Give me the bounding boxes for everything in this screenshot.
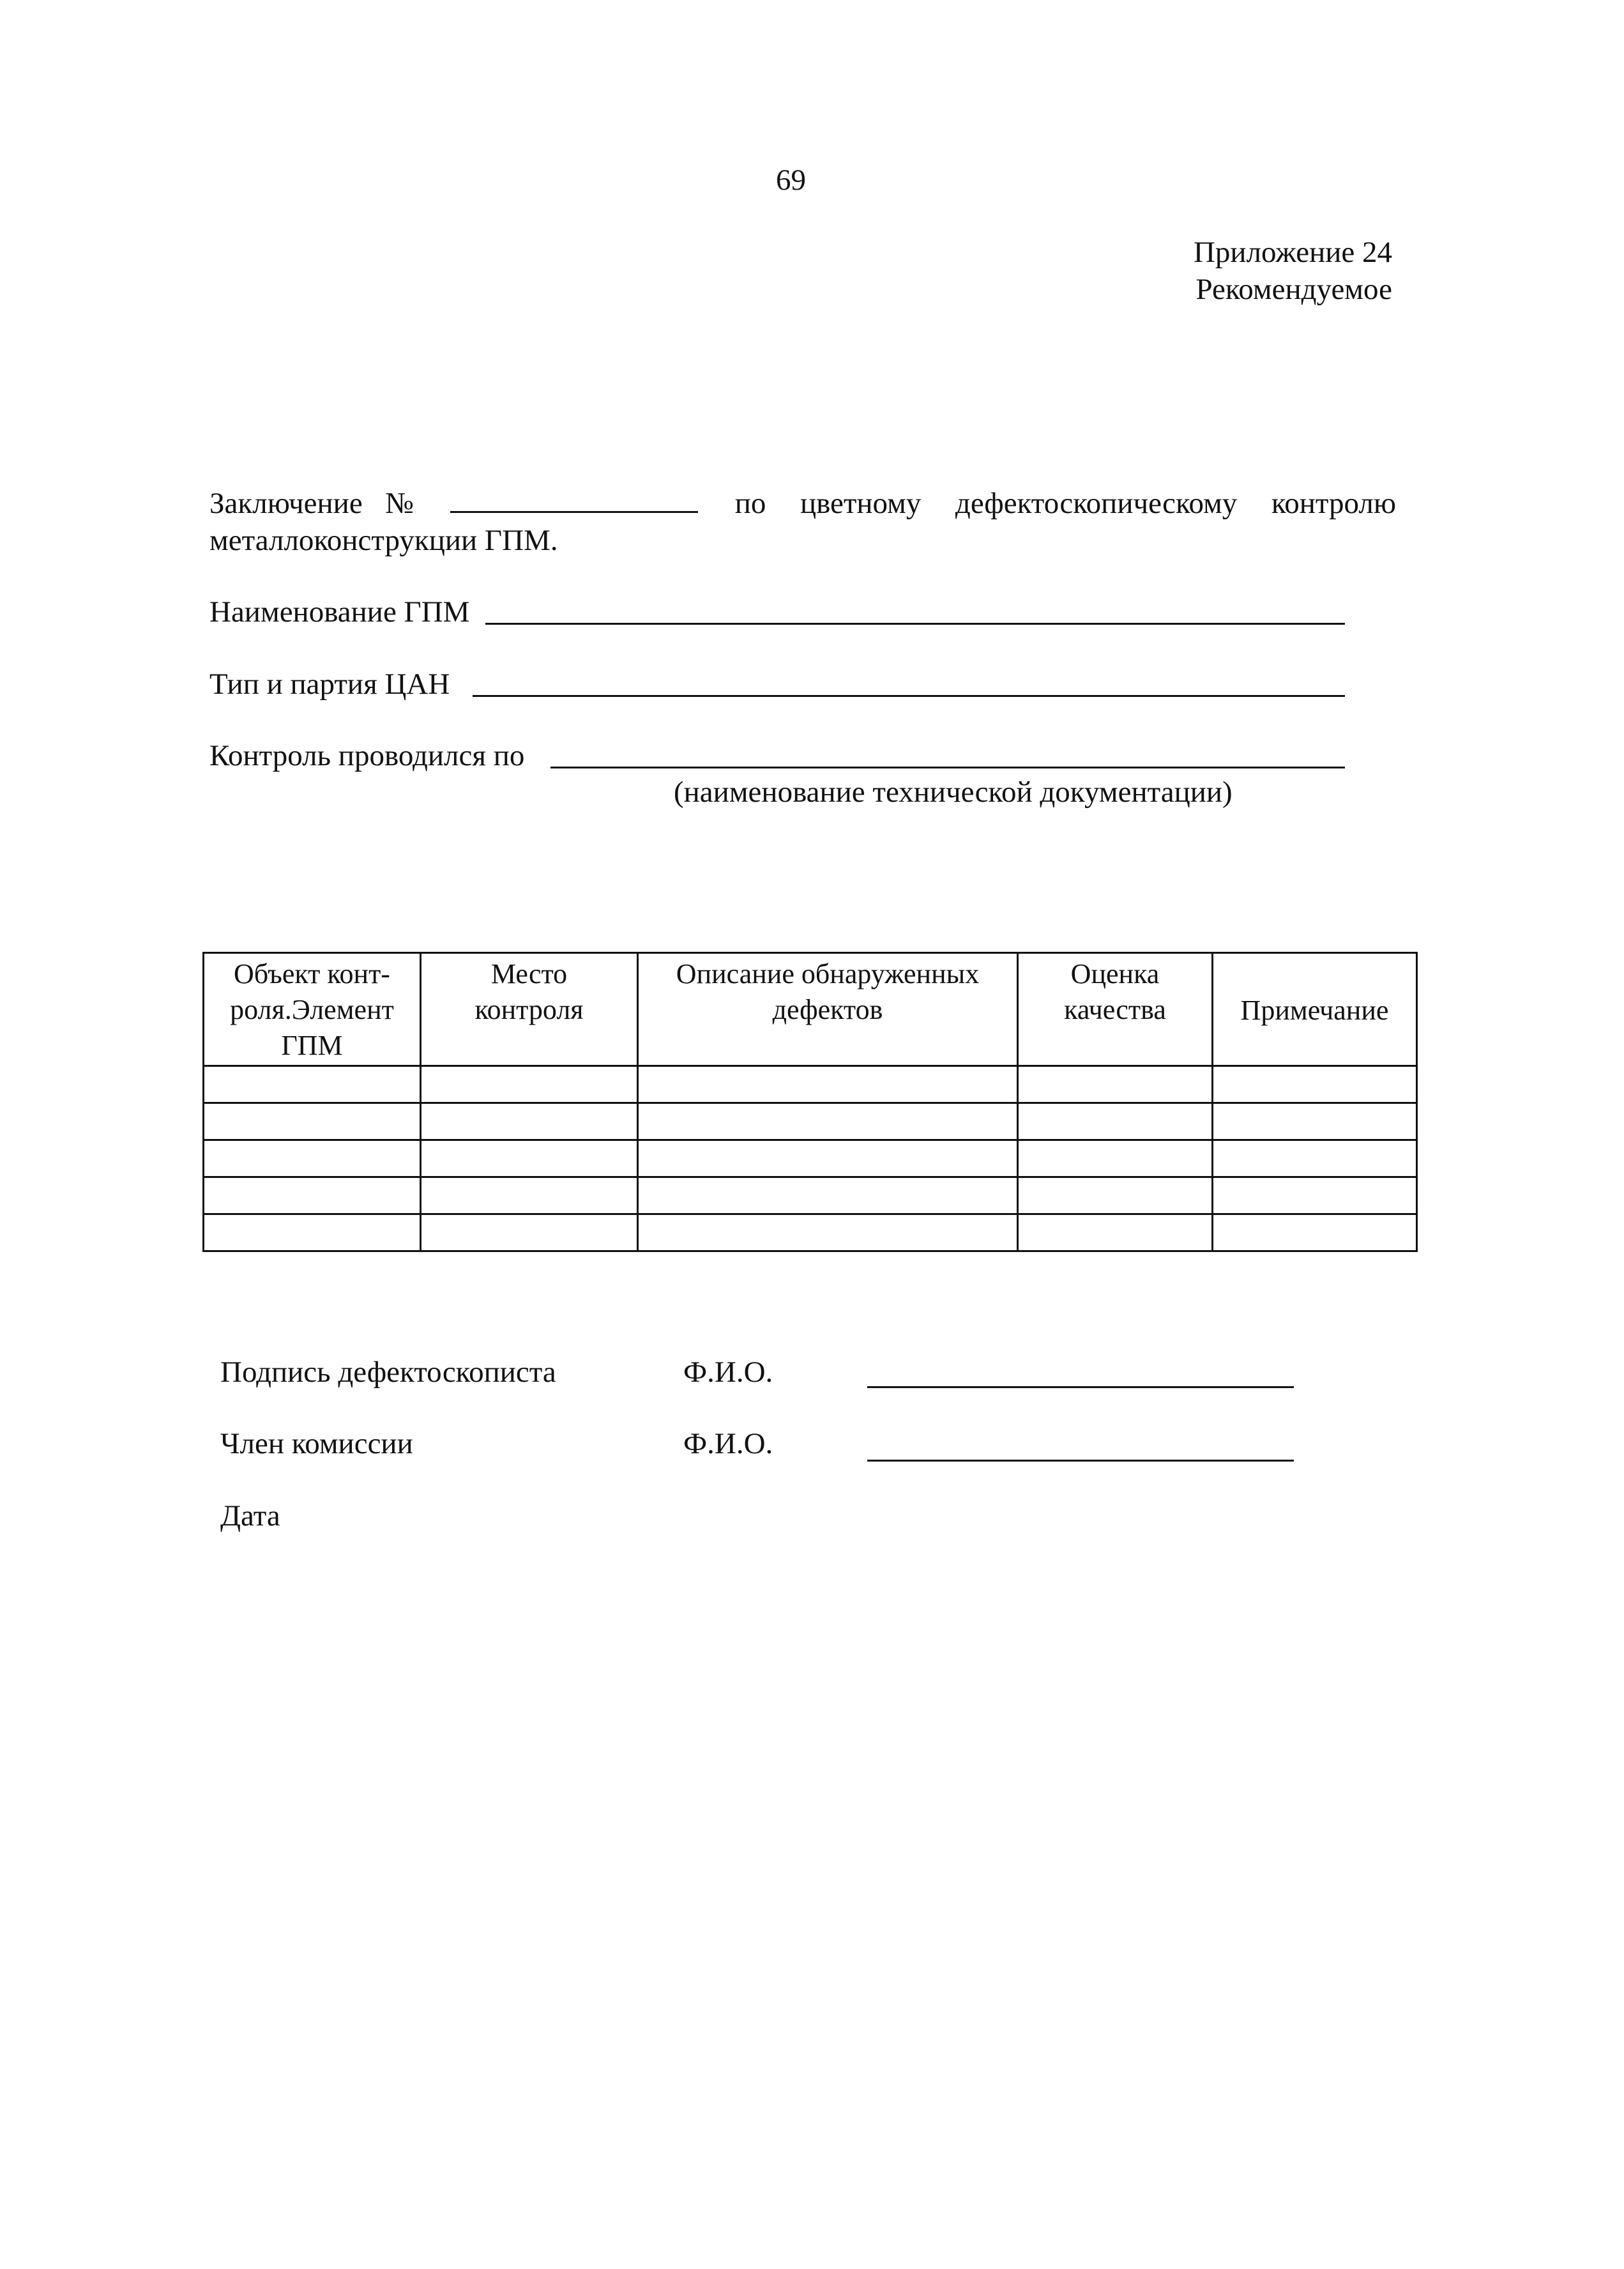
header-description-line-1: Описание обнаруженных: [676, 958, 980, 989]
table-cell[interactable]: [1018, 1214, 1213, 1251]
number-sign: №: [384, 487, 414, 520]
header-object-line-3: ГПМ: [281, 1030, 343, 1061]
word-color: цветному: [800, 487, 922, 520]
word-control: контролю: [1271, 487, 1396, 520]
table-row: [204, 1103, 1417, 1140]
date-label: Дата: [220, 1499, 280, 1532]
header-description: [638, 953, 1018, 1066]
header-location: [421, 953, 638, 1066]
header-quality: [1018, 953, 1213, 1066]
table-cell[interactable]: [421, 1103, 638, 1140]
table-cell[interactable]: [204, 1140, 421, 1177]
table-header-row: [204, 953, 1417, 1066]
table-cell[interactable]: [1018, 1066, 1213, 1103]
table-cell[interactable]: [421, 1140, 638, 1177]
appendix-title: Приложение 24: [1193, 236, 1392, 269]
table-cell[interactable]: [204, 1103, 421, 1140]
header-location-line-1: Место: [490, 958, 568, 989]
gpm-name-blank[interactable]: [485, 623, 1345, 625]
table-cell[interactable]: [421, 1066, 638, 1103]
member-blank[interactable]: [867, 1460, 1294, 1462]
table-cell[interactable]: [638, 1103, 1018, 1140]
conclusion-subject: металлоконструкции ГПМ.: [209, 524, 558, 557]
table-cell[interactable]: [1018, 1177, 1213, 1214]
header-location-line-2: контроля: [474, 994, 584, 1025]
header-object-line-2: роля.Элемент: [230, 994, 394, 1025]
table-row: [204, 1214, 1417, 1251]
table-cell[interactable]: [638, 1177, 1018, 1214]
header-quality-line-1: Оценка: [1070, 958, 1160, 989]
control-doc-label: Контроль проводился по: [209, 739, 525, 772]
table-cell[interactable]: [1018, 1103, 1213, 1140]
header-note: [1213, 953, 1417, 1066]
conclusion-number-blank[interactable]: [450, 488, 698, 513]
can-type-blank[interactable]: [473, 695, 1345, 697]
signature-label: Подпись дефектоскописта: [220, 1356, 556, 1389]
table-cell[interactable]: [421, 1214, 638, 1251]
header-object-line-1: Объект конт-: [234, 958, 390, 989]
conclusion-word: Заключение: [209, 487, 363, 520]
control-doc-blank[interactable]: [550, 767, 1345, 768]
table-cell[interactable]: [204, 1177, 421, 1214]
control-doc-hint: (наименование технической документации): [674, 775, 1233, 809]
table-row: [204, 1066, 1417, 1103]
header-object: [204, 953, 421, 1066]
table-cell[interactable]: [1213, 1177, 1417, 1214]
table-cell[interactable]: [1213, 1103, 1417, 1140]
table-cell[interactable]: [1213, 1066, 1417, 1103]
table-row: [204, 1140, 1417, 1177]
word-defect: дефектоскопическому: [955, 487, 1238, 520]
word-po: по: [734, 487, 766, 520]
table-cell[interactable]: [1213, 1214, 1417, 1251]
conclusion-heading: [209, 485, 1396, 521]
table-cell[interactable]: [638, 1140, 1018, 1177]
defects-table: [202, 952, 1418, 1252]
table-cell[interactable]: [1018, 1140, 1213, 1177]
header-note-line-1: Примечание: [1240, 995, 1389, 1026]
member-fio-label: Ф.И.О.: [683, 1427, 773, 1460]
signature-fio-label: Ф.И.О.: [683, 1356, 773, 1389]
header-description-line-2: дефектов: [772, 994, 883, 1025]
table-cell[interactable]: [638, 1066, 1018, 1103]
can-type-label: Тип и партия ЦАН: [209, 668, 450, 701]
table-cell[interactable]: [421, 1177, 638, 1214]
table-cell[interactable]: [638, 1214, 1018, 1251]
commission-member-label: Член комиссии: [220, 1427, 413, 1460]
appendix-status: Рекомендуемое: [1195, 273, 1392, 306]
gpm-name-label: Наименование ГПМ: [209, 595, 470, 629]
signature-blank[interactable]: [867, 1386, 1294, 1388]
table-cell[interactable]: [204, 1214, 421, 1251]
table-cell[interactable]: [1213, 1140, 1417, 1177]
page-number: 69: [776, 164, 806, 197]
table-cell[interactable]: [204, 1066, 421, 1103]
table-row: [204, 1177, 1417, 1214]
header-quality-line-2: качества: [1064, 994, 1166, 1025]
